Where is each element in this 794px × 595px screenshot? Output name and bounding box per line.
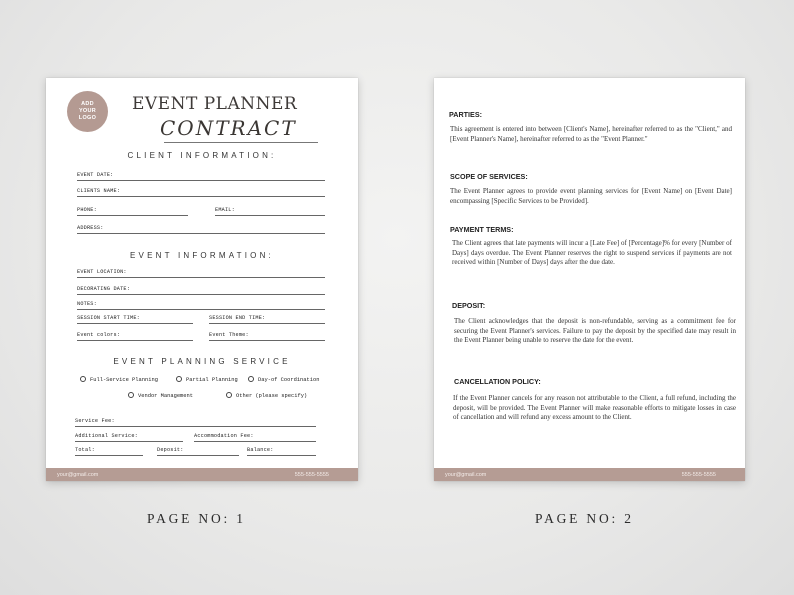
session-start-time-field[interactable]: SESSION START TIME: [77,315,193,324]
session-end-time-field[interactable]: SESSION END TIME: [209,315,325,324]
event-location-field[interactable]: EVENT LOCATION: [77,269,325,278]
option-other[interactable] [226,393,307,399]
event-colors-field[interactable]: Event colors: [77,332,193,341]
scope-text: The Event Planner agrees to provide event planning services for [Event Name] on [Event Date] encompassing [Specific Services to be Provided]. [450,187,732,205]
scope-heading: SCOPE OF SERVICES: [450,172,528,181]
radio-icon[interactable] [80,376,86,382]
parties-heading: PARTIES: [449,110,483,119]
option-vendor[interactable] [128,393,193,399]
footer-phone: 555-555-5555 [681,471,716,478]
event-theme-field[interactable]: Event Theme: [209,332,325,341]
event-information-heading: EVENT INFORMATION: [130,251,274,260]
balance-field[interactable]: Balance: [247,447,316,456]
page-1-caption: PAGE NO: 1 [147,511,246,526]
radio-icon[interactable] [226,392,232,398]
service-fee-field[interactable]: Service Fee: [75,418,316,427]
cancellation-text: If the Event Planner cancels for any reason not attributable to the Client, a full refund, including the deposit, will be provided. The Event Planner will make reasonable efforts to mitigate losses in case of cancellation and will refund any excess amount to the Client. [453,394,736,422]
radio-icon[interactable] [248,376,254,382]
deposit-text: The Client acknowledges that the deposit is non-refundable, serving as a commitment fee for securing the Event Planner's services. Failure to pay the deposit by the specified date may result in the Event Planner being unable to reserve the date for the event. [454,317,736,345]
option-day-of[interactable] [248,377,319,383]
clients-name-field[interactable]: CLIENTS NAME: [77,188,325,197]
option-label: Day-of Coordination [258,377,320,383]
option-full-service[interactable] [80,377,158,383]
logo-text: ADD YOUR LOGO [78,101,97,121]
address-field[interactable]: ADDRESS: [77,225,325,234]
email-field[interactable]: EMAIL: [215,207,325,216]
payment-terms-text: The Client agrees that late payments will incur a [Late Fee] of [Percentage]% for every [Number of Days] days overdue. The Event Planner reserves the right to suspend services if payments are not received within [Number of Days] days after the due date. [452,239,732,267]
option-label: Partial Planning [186,377,238,383]
logo-placeholder [67,91,108,132]
page-footer [46,468,358,481]
footer-email: your@gmail.com [57,471,99,478]
phone-field[interactable]: PHONE: [77,207,188,216]
title-divider [164,142,318,143]
contract-page-1 [46,78,358,481]
footer-email: your@gmail.com [445,471,487,478]
option-label: Other (please specify) [236,393,308,399]
page-2-caption: PAGE NO: 2 [535,511,634,526]
radio-icon[interactable] [176,376,182,382]
accommodation-fee-field[interactable]: Accommodation Fee: [194,433,316,442]
title-event-planner: EVENT PLANNER [132,94,298,114]
payment-terms-heading: PAYMENT TERMS: [450,225,514,234]
client-information-heading: CLIENT INFORMATION: [127,151,277,160]
parties-text: This agreement is entered into between [Client's Name], hereinafter referred to as the "Client," and [Event Planner's Name], hereinafter referred to as the "Event Planner." [450,125,732,143]
cancellation-heading: CANCELLATION POLICY: [454,377,541,386]
title-contract: CONTRACT [160,116,297,140]
decorating-date-field[interactable]: DECORATING DATE: [77,286,325,295]
option-partial[interactable] [176,377,238,383]
notes-field[interactable]: NOTES: [77,301,325,310]
event-planning-service-heading: EVENT PLANNING SERVICE [113,357,291,366]
option-label: Full-Service Planning [90,377,158,383]
event-date-field[interactable]: EVENT DATE: [77,172,325,181]
option-label: Vendor Management [138,393,193,399]
deposit-heading: DEPOSIT: [452,301,486,310]
radio-icon[interactable] [128,392,134,398]
footer-phone: 555-555-5555 [294,471,329,478]
page-footer [434,468,745,481]
deposit-field[interactable]: Deposit: [157,447,239,456]
total-field[interactable]: Total: [75,447,143,456]
contract-page-2 [434,78,745,481]
additional-service-field[interactable]: Additional Service: [75,433,183,442]
